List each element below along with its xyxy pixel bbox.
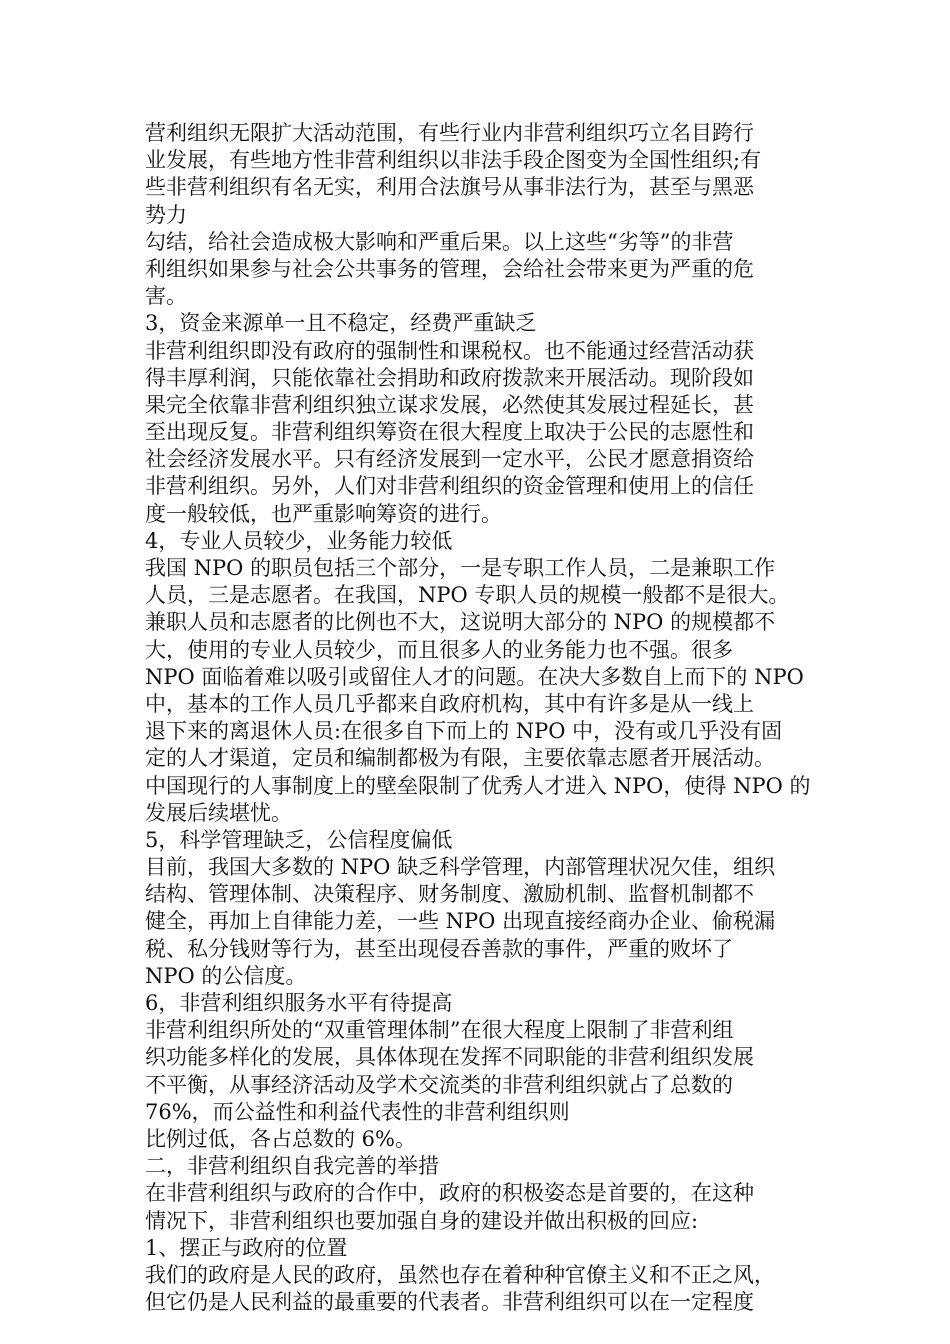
text-line: 势力 — [145, 202, 187, 227]
text-line: 兼职人员和志愿者的比例也不大，这说明大部分的 NPO 的规模都不 — [145, 610, 776, 635]
section-heading: 3，资金来源单一且不稳定，经费严重缺乏 — [145, 311, 537, 336]
text-line: 发展后续堪忧。 — [145, 800, 292, 825]
text-line: 非营利组织即没有政府的强制性和课税权。也不能通过经营活动获 — [145, 338, 754, 363]
text-line: 人员，三是志愿者。在我国，NPO 专职人员的规模一般都不是很大。 — [145, 583, 790, 608]
text-line: 业发展，有些地方性非营利组织以非法手段企图变为全国性组织;有 — [145, 148, 762, 173]
text-line: 勾结，给社会造成极大影响和严重后果。以上这些“劣等”的非营 — [145, 229, 734, 254]
text-line: 中，基本的工作人员几乎都来自政府机构，其中有许多是从一线上 — [145, 691, 754, 716]
section-heading: 1、摆正与政府的位置 — [145, 1235, 348, 1260]
text-line: 健全，再加上自律能力差，一些 NPO 出现直接经商办企业、偷税漏 — [145, 909, 776, 934]
text-line: 害。 — [145, 284, 187, 309]
text-line: 结构、管理体制、决策程序、财务制度、激励机制、监督机制都不 — [145, 882, 754, 907]
text-line: 定的人才渠道，定员和编制都极为有限，主要依靠志愿者开展活动。 — [145, 746, 775, 771]
text-line: 果完全依靠非营利组织独立谋求发展，必然使其发展过程延长，甚 — [145, 392, 754, 417]
section-heading: 5，科学管理缺乏，公信程度偏低 — [145, 827, 453, 852]
text-line: 税、私分钱财等行为，甚至出现侵吞善款的事件，严重的败坏了 — [145, 936, 733, 961]
text-line: 比例过低，各占总数的 6%。 — [145, 1126, 416, 1151]
section-heading: 4，专业人员较少，业务能力较低 — [145, 528, 453, 553]
text-line: 在非营利组织与政府的合作中，政府的积极姿态是首要的，在这种 — [145, 1181, 754, 1206]
text-line: NPO 的公信度。 — [145, 963, 307, 988]
text-line: 但它仍是人民利益的最重要的代表者。非营利组织可以在一定程度 — [145, 1290, 754, 1315]
text-line: 我国 NPO 的职员包括三个部分，一是专职工作人员，二是兼职工作 — [145, 556, 776, 580]
text-line: 得丰厚利润，只能依靠社会捐助和政府拨款来开展活动。现阶段如 — [145, 365, 754, 390]
text-line: 营利组织无限扩大活动范围，有些行业内非营利组织巧立名目跨行 — [145, 121, 754, 145]
text-line: 中国现行的人事制度上的壁垒限制了优秀人才进入 NPO，使得 NPO 的 — [145, 773, 811, 798]
text-line: 非营利组织所处的“双重管理体制”在很大程度上限制了非营利组 — [145, 1018, 734, 1043]
text-line: 些非营利组织有名无实，利用合法旗号从事非法行为，甚至与黑恶 — [145, 175, 754, 200]
text-line: 情况下，非营利组织也要加强自身的建设并做出积极的回应: — [145, 1208, 699, 1233]
text-line: 退下来的离退休人员:在很多自下而上的 NPO 中，没有或几乎没有固 — [145, 719, 783, 744]
text-line: 利组织如果参与社会公共事务的管理，会给社会带来更为严重的危 — [145, 256, 754, 281]
section-heading: 6，非营利组织服务水平有待提高 — [145, 991, 453, 1015]
text-line: 至出现反复。非营利组织筹资在很大程度上取决于公民的志愿性和 — [145, 420, 754, 445]
text-line: 社会经济发展水平。只有经济发展到一定水平，公民才愿意捐资给 — [145, 447, 754, 472]
text-line: 度一般较低，也严重影响筹资的进行。 — [145, 501, 502, 526]
text-line: 大，使用的专业人员较少，而且很多人的业务能力也不强。很多 — [145, 637, 733, 662]
document-body — [145, 120, 815, 1316]
section-heading: 二，非营利组织自我完善的举措 — [145, 1154, 439, 1179]
text-line: NPO 面临着难以吸引或留住人才的问题。在决大多数自上而下的 NPO — [145, 664, 804, 689]
text-line: 织功能多样化的发展，具体体现在发挥不同职能的非营利组织发展 — [145, 1045, 754, 1070]
text-line: 非营利组织。另外，人们对非营利组织的资金管理和使用上的信任 — [145, 474, 754, 499]
text-line: 我们的政府是人民的政府，虽然也存在着种种官僚主义和不正之风， — [145, 1262, 775, 1287]
text-line: 目前，我国大多数的 NPO 缺乏科学管理，内部管理状况欠佳，组织 — [145, 855, 776, 880]
text-line: 76%，而公益性和利益代表性的非营利组织则 — [145, 1099, 570, 1124]
text-line: 不平衡，从事经济活动及学术交流类的非营利组织就占了总数的 — [145, 1072, 733, 1097]
